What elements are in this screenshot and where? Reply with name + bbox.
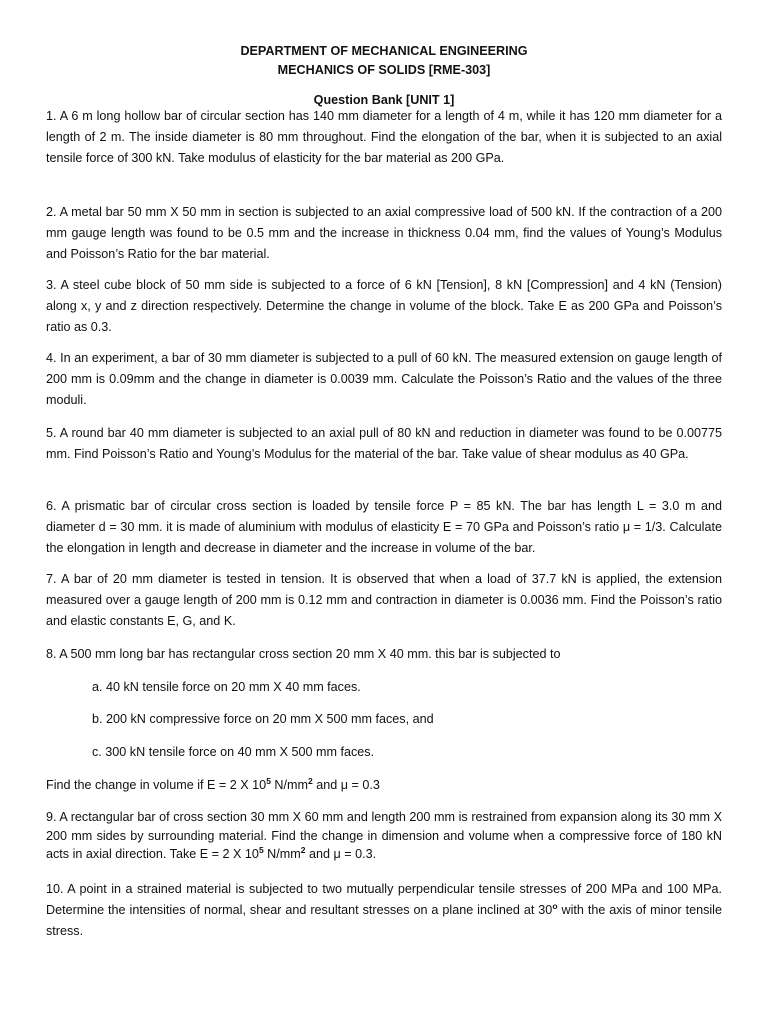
q10-text: 10. A point in a strained material is subjected to two mutually perpendicular tensile stresses of 200 MPa and 100 MPa. Determine the intensities of normal, shear and resultant stresses on a plane inclined at 30 (46, 882, 722, 917)
q10-degree: o (552, 900, 558, 911)
question-6: 6. A prismatic bar of circular cross section is loaded by tensile force P = 85 kN. The bar has length L = 3.0 m and diameter d = 30 mm. it is made of aluminium with modulus of elasticity E = 70 GPa and Poisson’s ratio μ = 1/3. Calculate the elongation in length and decrease in diameter and the increase in volume of the bar. (46, 499, 722, 555)
question-1: 1. A 6 m long hollow bar of circular section has 140 mm diameter for a length of 4 m, while it has 120 mm diameter for a length of 2 m. The inside diameter is 80 mm throughout. Find the elongation of the bar, when it is subjected to an axial tensile force of 300 kN. Take modulus of elasticity for the bar material as 200 GPa. (46, 109, 722, 165)
q10-post: with the axis of minor tensile stress. (46, 902, 722, 938)
question-8-find (46, 775, 380, 795)
q9-mid: N/mm (263, 847, 301, 861)
course-heading: MECHANICS OF SOLIDS [RME-303] (277, 63, 491, 77)
question-9 (46, 808, 722, 864)
question-10 (46, 879, 722, 941)
question-8-part-a: a. 40 kN tensile force on 20 mm X 40 mm faces. (92, 680, 361, 694)
q9-exponent: 5 (258, 845, 264, 855)
q9-text: 9. A rectangular bar of cross section 30 mm X 60 mm and length 200 mm is restrained from expansion along its 30 mm X 200 mm sides by surrounding material. Find the change in dimension and volume when a compressive force of 180 kN acts in axial direction. Take E = 2 X 10 (46, 810, 722, 861)
question-5: 5. A round bar 40 mm diameter is subjected to an axial pull of 80 kN and reduction in diameter was found to be 0.00775 mm. Find Poisson’s Ratio and Young’s Modulus for the material of the bar. Take value of shear modulus as 40 GPa. (46, 426, 722, 461)
question-8-part-c: c. 300 kN tensile force on 40 mm X 500 mm faces. (92, 745, 375, 759)
department-heading: DEPARTMENT OF MECHANICAL ENGINEERING (240, 44, 528, 58)
question-bank-title: Question Bank [UNIT 1] (313, 93, 455, 107)
q9-square: 2 (300, 845, 306, 855)
question-7: 7. A bar of 20 mm diameter is tested in tension. It is observed that when a load of 37.7 kN is applied, the extension measured over a gauge length of 200 mm is 0.12 mm and contraction in diameter is 0.0036 mm. Find the Poisson’s ratio and elastic constants E, G, and K. (46, 572, 722, 628)
q8-square: 2 (308, 776, 313, 786)
question-2: 2. A metal bar 50 mm X 50 mm in section is subjected to an axial compressive load of 500 kN. If the contraction of a 200 mm gauge length was found to be 0.5 mm and the increase in thickness 0.04 mm, find the values of Young’s Modulus and Poisson’s Ratio for the bar material. (46, 205, 722, 261)
q8-find-mid: N/mm (270, 778, 308, 792)
q8-find-post: and μ = 0.3 (312, 778, 380, 792)
question-3: 3. A steel cube block of 50 mm side is subjected to a force of 6 kN [Tension], 8 kN [Compression] and 4 kN (Tension) along x, y and z direction respectively. Determine the change in volume of the block. Take E as 200 GPa and Poisson’s ratio as 0.3. (46, 278, 722, 334)
question-8-part-b: b. 200 kN compressive force on 20 mm X 500 mm faces, and (92, 712, 434, 726)
q8-find-pre: Find the change in volume if E = 2 X 10 (46, 778, 267, 792)
q9-post: and μ = 0.3. (305, 847, 377, 861)
question-8-intro: 8. A 500 mm long bar has rectangular cross section 20 mm X 40 mm. this bar is subjected to (46, 647, 561, 661)
q8-exponent: 5 (266, 776, 271, 786)
question-4: 4. In an experiment, a bar of 30 mm diameter is subjected to a pull of 60 kN. The measured extension on gauge length of 200 mm is 0.09mm and the change in diameter is 0.0039 mm. Calculate the Poisson’s Ratio and the values of the three moduli. (46, 351, 722, 407)
